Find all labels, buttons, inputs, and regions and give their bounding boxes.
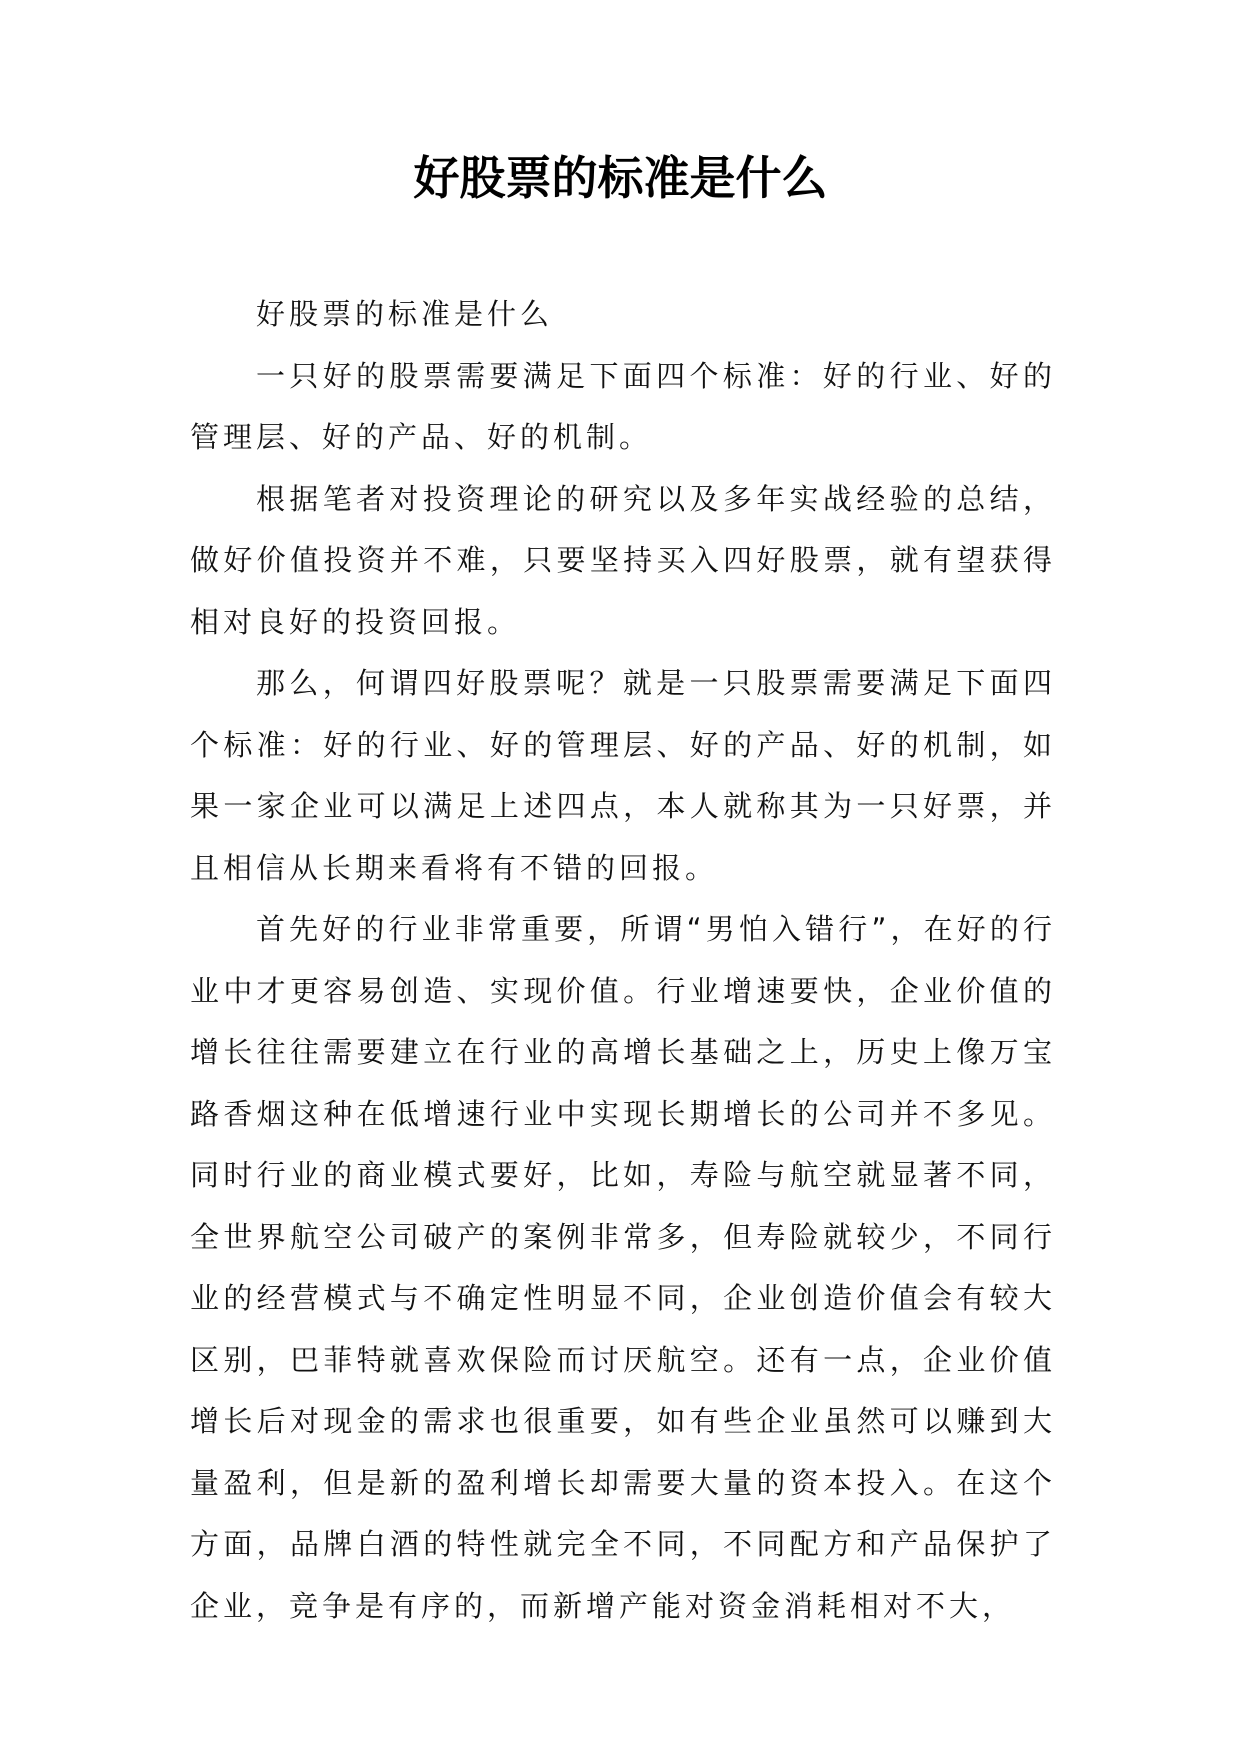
paragraph-four-good-stocks: 那么，何谓四好股票呢？就是一只股票需要满足下面四个标准：好的行业、好的管理层、好的产品、好的机制，如果一家企业可以满足上述四点，本人就称其为一只好票，并且相信从长期来看将有不错的回报。: [190, 666, 1056, 885]
paragraph-good-industry: 首先好的行业非常重要，所谓“男怕入错行”，在好的行业中才更容易创造、实现价值。行业增速要快，企业价值的增长往往需要建立在行业的高增长基础之上，历史上像万宝路香烟这种在低增速行业中实现长期增长的公司并不多见。同时行业的商业模式要好，比如，寿险与航空就显著不同，全世界航空公司破产的案例非常多，但寿险就较少，不同行业的经营模式与不确定性明显不同，企业创造价值会有较大区别，巴菲特就喜欢保险而讨厌航空。还有一点，企业价值增长后对现金的需求也很重要，如有些企业虽然可以赚到大量盈利，但是新的盈利增长却需要大量的资本投入。在这个方面，品牌白酒的特性就完全不同，不同配方和产品保护了企业，竞争是有序的，而新增产能对资金消耗相对不大，: [190, 912, 1056, 1623]
paragraph-subtitle: 好股票的标准是什么: [256, 297, 554, 331]
document-title: 好股票的标准是什么: [413, 151, 828, 205]
paragraph-intro: 一只好的股票需要满足下面四个标准：好的行业、好的管理层、好的产品、好的机制。: [190, 358, 1056, 454]
paragraph-summary: 根据笔者对投资理论的研究以及多年实战经验的总结，做好价值投资并不难，只要坚持买入四好股票，就有望获得相对良好的投资回报。: [190, 481, 1056, 639]
document-body: [190, 284, 1056, 1637]
